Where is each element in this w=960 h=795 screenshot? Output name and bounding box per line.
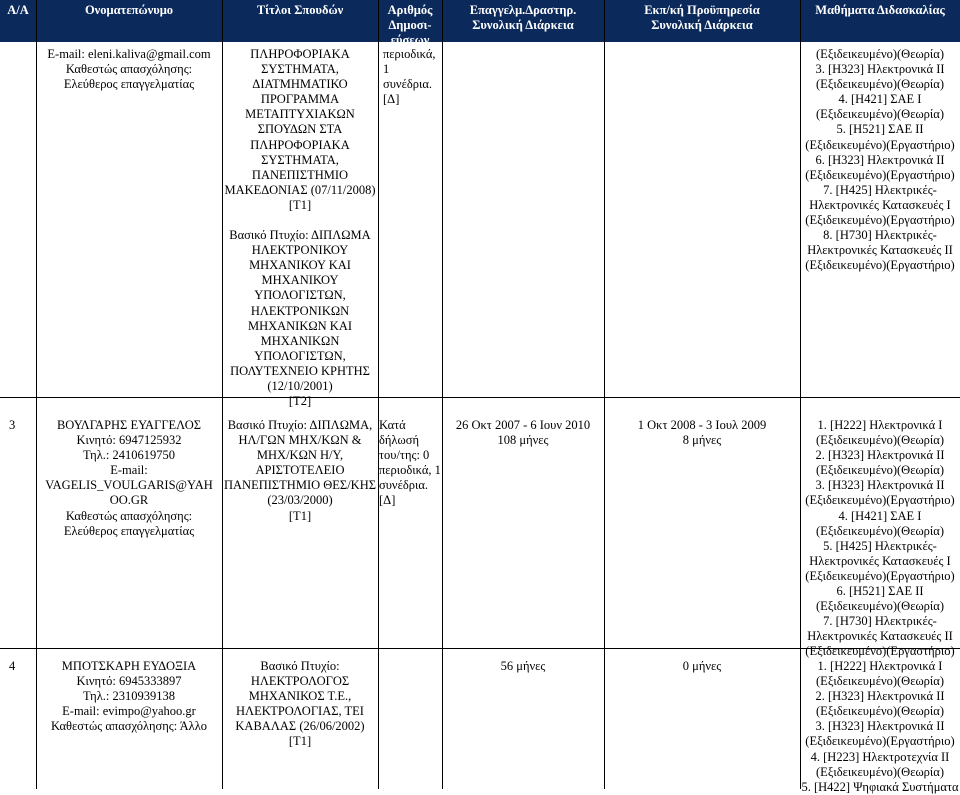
table-row-1-name: E-mail: eleni.kaliva@gmail.com Καθεστώς απασχόλησης: Ελεύθερος επαγγελματίας [47,47,211,92]
degree-entry: ΠΛΗΡΟΦΟΡΙΑΚΑ ΣΥΣΤΗΜΑΤΑ, ΔΙΑΤΜΗΜΑΤΙΚΟ ΠΡΟΓΡΑΜΜΑ ΜΕΤΑΠΤΥΧΙΑΚΩΝ ΣΠΟΥΔΩΝ ΣΤΑ ΠΛΗΡΟΦΟΡΙΑΚΑ ΣΥΣΤΗΜΑΤΑ, ΠΑΝΕΠΙΣΤΗΜΙΟ ΜΑΚΕΔΟΝΙΑΣ (07/11/2008) [Τ1] [224,47,376,212]
table-row-3-titles: Βασικό Πτυχίο: ΔΙΠΛΩΜΑ, ΗΛ/ΓΩΝ ΜΗΧ/ΚΩΝ & ΜΗΧ/ΚΩΝ Η/Υ, ΑΡΙΣΤΟΤΕΛΕΙΟ ΠΑΝΕΠΙΣΤΗΜΙΟ ΘΕΣ/ΚΗΣ (23/03/2000) [Τ1] [223,418,376,523]
table-row-4-name: ΜΠΟΤΣΚΑΡΗ ΕΥΔΟΞΙΑ Κινητό: 6945333897 Τηλ.: 2310939138 E-mail: evimpo@yahoo.gr Καθεστώς απασχόλησης: Άλλο [50,659,208,734]
header-professional-activity: Επαγγελμ.Δραστηρ. Συνολική Διάρκεια [469,3,577,32]
header-courses: Μαθήματα Διδασκαλίας [815,3,945,17]
table-row-4-teaching-experience: 0 μήνες [682,659,722,673]
table-row-3-aa: 3 [9,418,16,432]
table-row-4-courses: 1. [Η222] Ηλεκτρονικά Ι (Εξιδεικευμένο)(Θεωρία) 2. [Η323] Ηλεκτρονικά ΙΙ (Εξιδεικευμένο)(Θεωρία) 3. [Η323] Ηλεκτρονικά ΙΙ (Εξιδεικευμένο)(Εργαστήριο) 4. [Η223] Ηλεκτροτεχνία ΙΙ (Εξιδεικευμένο)(Θεωρία) 5. [Η422] Ψηφιακά Συστήματα [801,659,959,794]
table-header [0,0,960,47]
table-row-1-courses: (Εξιδεικευμένο)(Θεωρία) 3. [Η323] Ηλεκτρονικά ΙΙ (Εξιδεικευμένο)(Θεωρία) 4. [Η421] ΣΑΕ Ι (Εξιδεικευμένο)(Θεωρία) 5. [Η521] ΣΑΕ ΙΙ (Εξιδεικευμένο)(Εργαστήριο) 6. [Η323] Ηλεκτρονικά ΙΙ (Εξιδεικευμένο)(Εργαστήριο) 7. [Η425] Ηλεκτρικές- Ηλεκτρονικές Κατασκευές Ι (Εξιδεικευμένο)(Εργαστήριο) 8. [Η730] Ηλεκτρικές- Ηλεκτρονικές Κατασκευές ΙΙ (Εξιδεικευμένο)(Εργαστήριο) [805,47,955,273]
degree-entry: Βασικό Πτυχίο: ΔΙΠΛΩΜΑ ΗΛΕΚΤΡΟΝΙΚΟΥ ΜΗΧΑΝΙΚΟΥ ΚΑΙ ΜΗΧΑΝΙΚΟΥ ΥΠΟΛΟΓΙΣΤΩΝ, ΗΛΕΚΤΡΟΝΙΚΩΝ ΜΗΧΑΝΙΚΩΝ ΚΑΙ ΜΗΧΑΝΙΚΩΝ ΥΠΟΛΟΓΙΣΤΩΝ, ΠΟΛΥΤΕΧΝΕΙΟ ΚΡΗΤΗΣ (12/10/2001) [Τ2] [229,228,371,409]
table-row-1-publications: περιοδικά, 1 συνέδρια.[Δ] [383,47,436,107]
table-row-1-titles [222,47,378,409]
row-divider [0,397,960,398]
table-row-4-aa: 4 [9,659,16,673]
table-row-4-titles: Βασικό Πτυχίο: ΗΛΕΚΤΡΟΛΟΓΟΣ ΜΗΧΑΝΙΚΟΣ Τ.Ε., ΗΛΕΚΤΡΟΛΟΓΙΑΣ, ΤΕΙ ΚΑΒΑΛΑΣ (26/06/2002) [Τ1] [235,659,365,749]
table-row-3-teaching-experience: 1 Οκτ 2008 - 3 Ιουλ 2009 8 μήνες [637,418,767,448]
header-publications: Αριθμός Δημοσι- εύσεων [387,3,433,47]
table-row-3-professional-activity: 26 Οκτ 2007 - 6 Ιουν 2010 108 μήνες [455,418,591,448]
header-titles: Τίτλοι Σπουδών [256,3,344,17]
table-row-3-name: ΒΟΥΛΓΑΡΗΣ ΕΥΑΓΓΕΛΟΣ Κινητό: 6947125932 Τηλ.: 2410619750 E-mail: VAGELIS_VOULGARIS@YAH OO.GR Καθεστώς απασχόλησης: Ελεύθερος επαγγελματίας [45,418,213,538]
table-row-3-publications: Κατά δήλωσή του/της: 0 περιοδικά, 1 συνέδρια.[Δ] [379,418,441,508]
header-aa: Α/Α [7,3,29,17]
header-teaching-experience: Εκπ/κή Προϋπηρεσία Συνολική Διάρκεια [644,3,760,32]
header-name: Ονοματεπώνυμο [84,3,174,17]
table-row-4-professional-activity: 56 μήνες [500,659,546,673]
table-row-3-courses: 1. [Η222] Ηλεκτρονικά Ι (Εξιδεικευμένο)(Θεωρία) 2. [Η323] Ηλεκτρονικά ΙΙ (Εξιδεικευμένο)(Θεωρία) 3. [Η323] Ηλεκτρονικά ΙΙ (Εξιδεικευμένο)(Εργαστήριο) 4. [Η421] ΣΑΕ Ι (Εξιδεικευμένο)(Θεωρία) 5. [Η425] Ηλεκτρικές- Ηλεκτρονικές Κατασκευές Ι (Εξιδεικευμένο)(Εργαστήριο) 6. [Η521] ΣΑΕ ΙΙ (Εξιδεικευμένο)(Θεωρία) 7. [Η730] Ηλεκτρικές- Ηλεκτρονικές Κατασκευές ΙΙ (Εξιδεικευμένο)(Εργαστήριο) [805,418,955,659]
col-divider [378,0,379,789]
